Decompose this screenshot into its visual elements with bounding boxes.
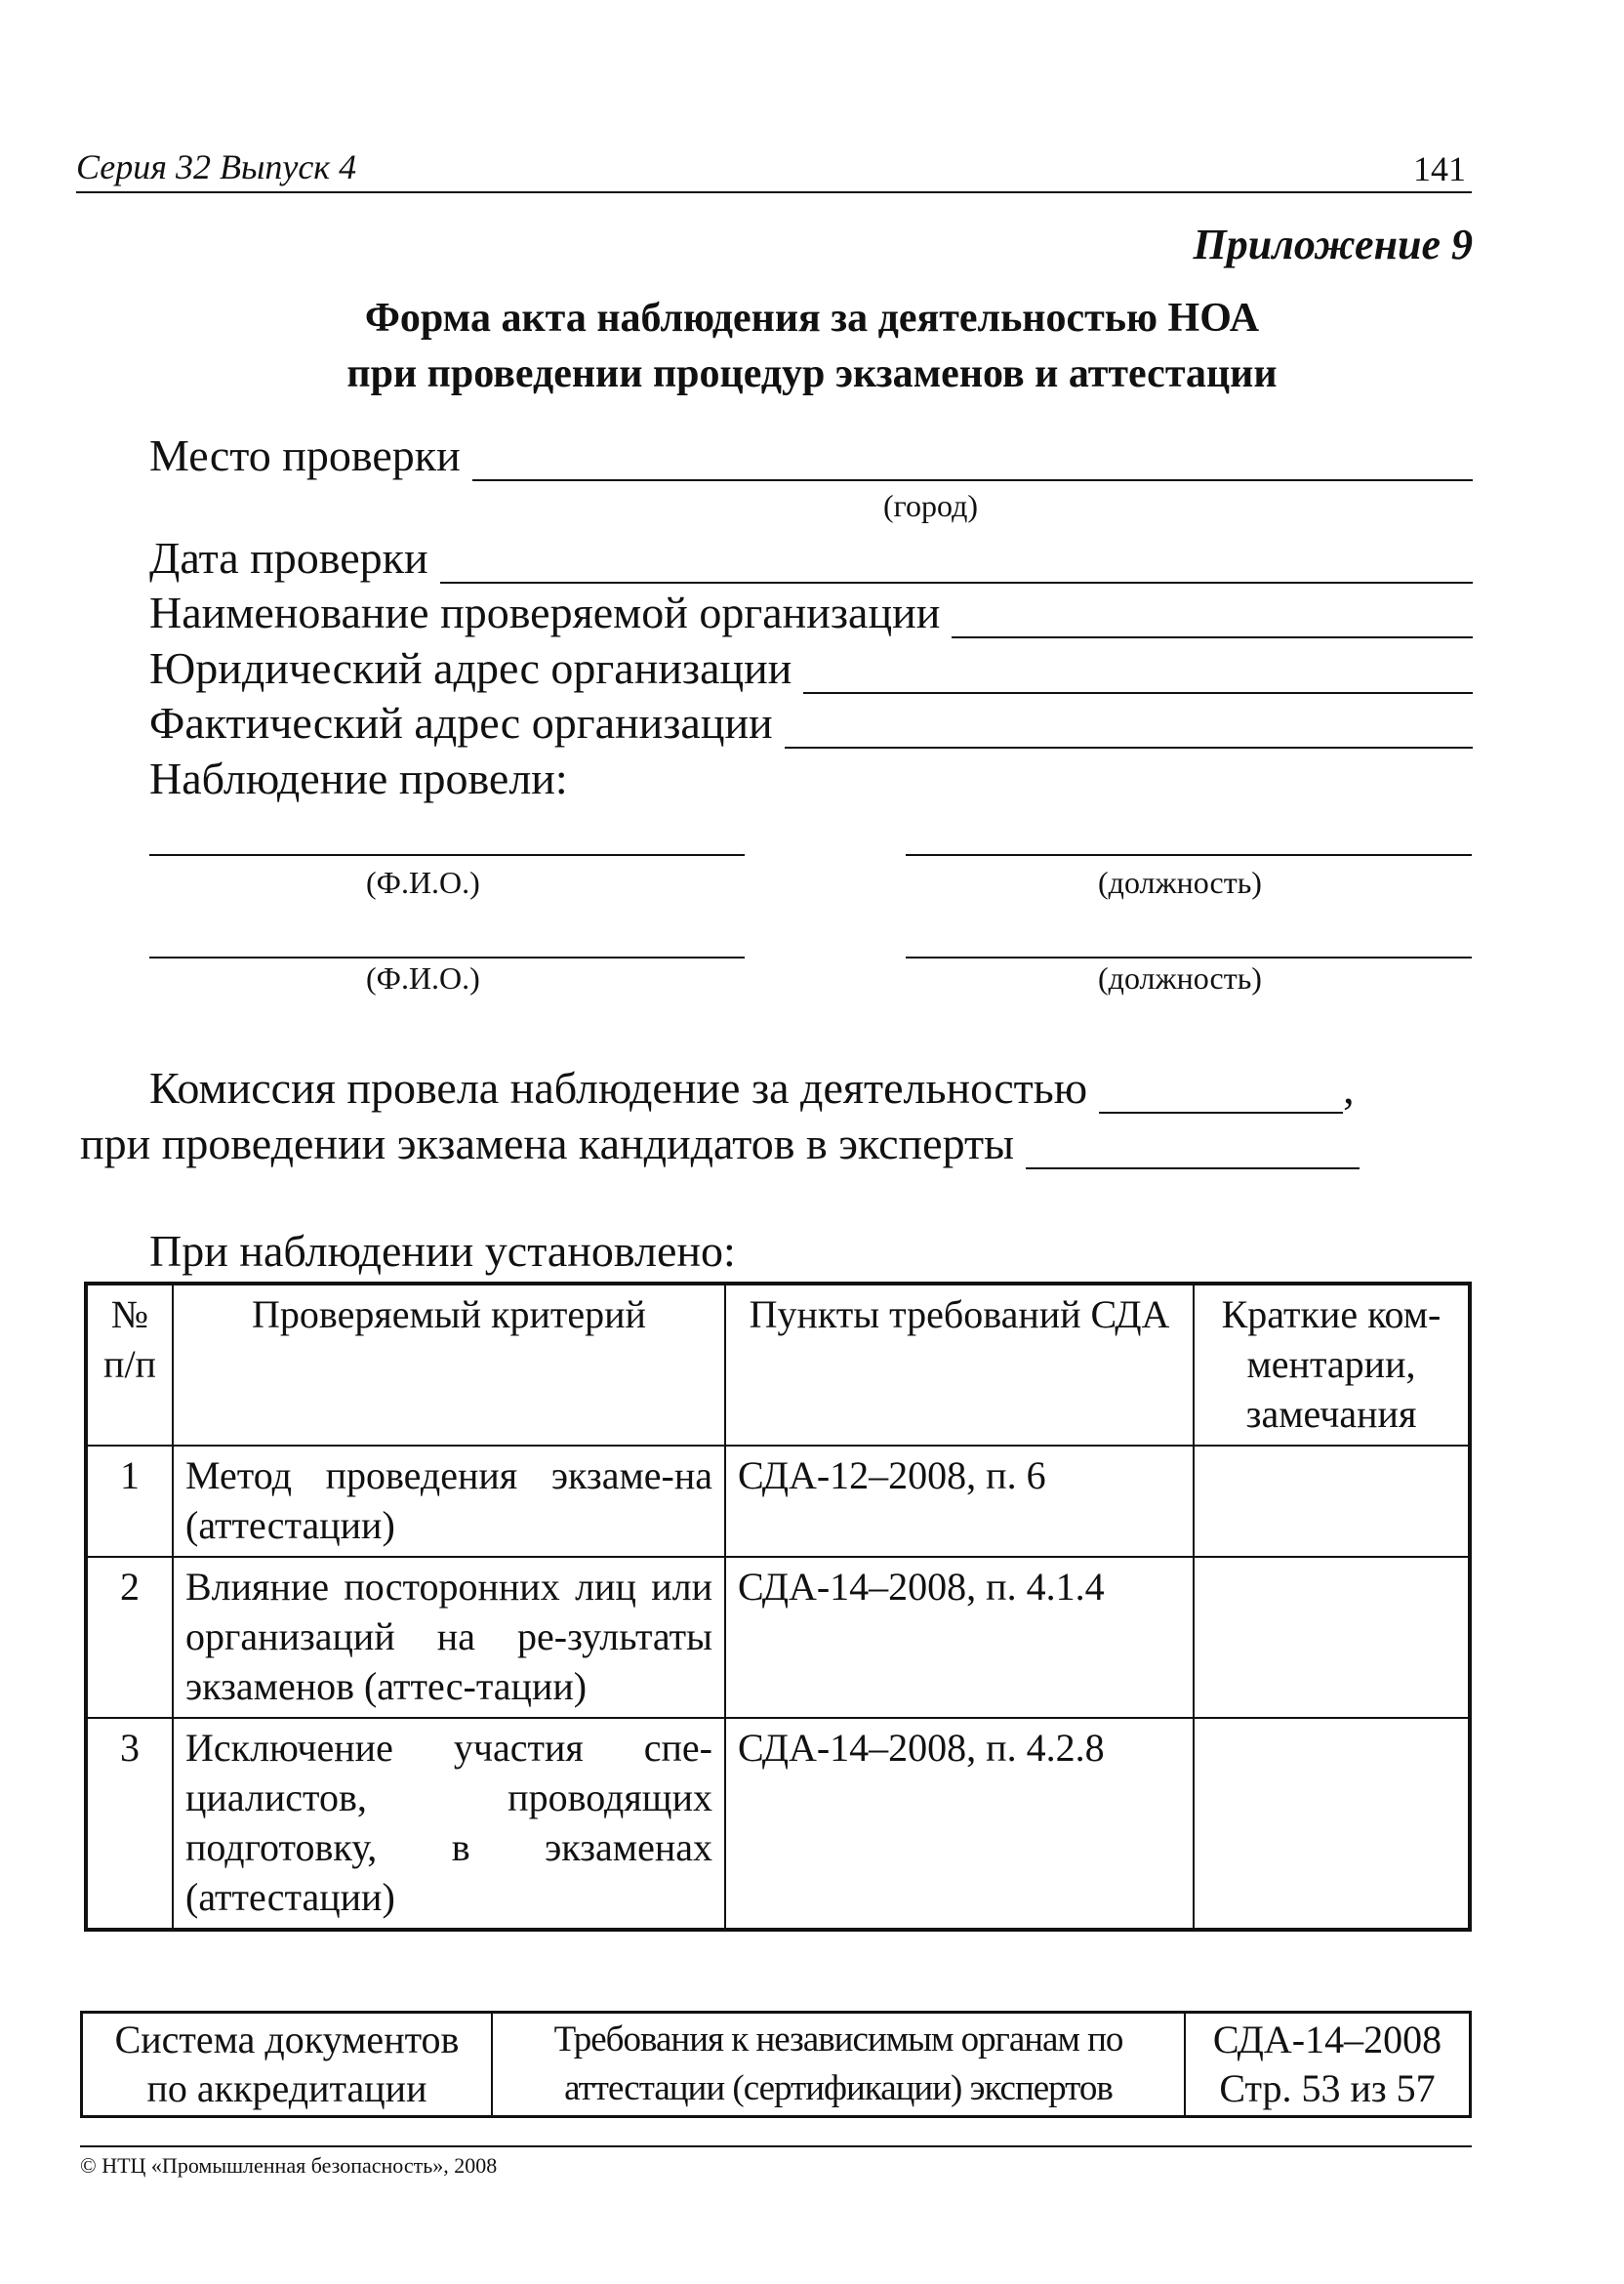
- org-name-label: Наименование проверяемой организации: [149, 588, 941, 637]
- footer-system-line-2: по аккредитации: [146, 2066, 427, 2110]
- commission-line-1: [149, 1062, 1355, 1114]
- running-header: [76, 146, 1472, 193]
- document-footer-table: [80, 2011, 1472, 2118]
- position-hint-1: (должность): [1098, 865, 1262, 900]
- position-line-1[interactable]: [906, 854, 1472, 856]
- footer-requirements-line-1: Требования к независимым органам по: [553, 2019, 1123, 2060]
- fio-hint-1: (Ф.И.О.): [366, 865, 480, 900]
- header-comments: Краткие ком-ментарии, замечания: [1194, 1284, 1470, 1446]
- footer-doc-code: СДА-14–2008: [1212, 2018, 1442, 2061]
- series-label: Серия 32 Выпуск 4: [76, 147, 357, 186]
- header-num: № п/п: [86, 1284, 173, 1446]
- table-row: [86, 1557, 1470, 1718]
- legal-address-field: [149, 642, 1473, 694]
- row-points: СДА-14–2008, п. 4.1.4: [725, 1557, 1194, 1718]
- copyright-notice: © НТЦ «Промышленная безопасность», 2008: [80, 2153, 498, 2178]
- actual-address-label: Фактический адрес организации: [149, 698, 773, 748]
- footer-system-line-1: Система документов: [114, 2018, 460, 2061]
- legal-address-blank[interactable]: [803, 663, 1473, 694]
- footer-requirements-line-2: аттестации (сертификации) экспертов: [564, 2068, 1113, 2108]
- fio-hint-2: (Ф.И.О.): [366, 960, 480, 996]
- place-blank[interactable]: [472, 450, 1473, 481]
- document-title: [0, 291, 1624, 402]
- commission-comma: ,: [1343, 1063, 1355, 1113]
- commission-line-2: [80, 1118, 1360, 1169]
- observers-label: Наблюдение провели:: [149, 754, 568, 803]
- place-hint: (город): [883, 488, 978, 523]
- position-hint-2: (должность): [1098, 960, 1262, 996]
- fio-line-1[interactable]: [149, 854, 745, 856]
- date-label: Дата проверки: [149, 533, 428, 583]
- row-comments[interactable]: [1194, 1446, 1470, 1557]
- actual-address-blank[interactable]: [785, 717, 1473, 749]
- findings-text: При наблюдении установлено:: [149, 1226, 736, 1276]
- commission-blank-1[interactable]: [1099, 1082, 1343, 1114]
- date-blank[interactable]: [440, 552, 1473, 584]
- commission-text-2: при проведении экзамена кандидатов в эксперты: [80, 1119, 1014, 1168]
- table-row: [86, 1446, 1470, 1557]
- row-comments[interactable]: [1194, 1718, 1470, 1930]
- row-num: 2: [86, 1557, 173, 1718]
- header-points: Пункты требований СДА: [725, 1284, 1194, 1446]
- row-criterion: Метод проведения экзаме-на (аттестации): [173, 1446, 725, 1557]
- footer-requirements-cell: [492, 2013, 1185, 2117]
- org-name-field: [149, 587, 1473, 638]
- row-num: 3: [86, 1718, 173, 1930]
- row-comments[interactable]: [1194, 1557, 1470, 1718]
- fio-line-2[interactable]: [149, 957, 745, 958]
- findings-label: [149, 1225, 736, 1277]
- row-criterion: Влияние посторонних лиц или организаций на ре-зультаты экзаменов (аттес-тации): [173, 1557, 725, 1718]
- title-line-1: Форма акта наблюдения за деятельностью НОА: [364, 296, 1260, 341]
- criteria-table: [84, 1282, 1472, 1932]
- date-field: [149, 532, 1473, 584]
- footer-divider: [80, 2145, 1472, 2147]
- row-points: СДА-14–2008, п. 4.2.8: [725, 1718, 1194, 1930]
- row-points: СДА-12–2008, п. 6: [725, 1446, 1194, 1557]
- appendix-label: Приложение 9: [1193, 221, 1473, 268]
- place-label: Место проверки: [149, 430, 461, 480]
- footer-doc-cell: [1185, 2013, 1471, 2117]
- actual-address-field: [149, 697, 1473, 749]
- row-criterion: Исключение участия спе-циалистов, проводящих подготовку, в экзаменах (аттестации): [173, 1718, 725, 1930]
- footer-row: [82, 2013, 1471, 2117]
- legal-address-label: Юридический адрес организации: [149, 643, 792, 693]
- table-row: [86, 1718, 1470, 1930]
- footer-page-info: Стр. 53 из 57: [1219, 2066, 1436, 2110]
- place-field: [149, 429, 1473, 481]
- footer-system-cell: [82, 2013, 493, 2117]
- position-line-2[interactable]: [906, 957, 1472, 958]
- org-name-blank[interactable]: [952, 607, 1473, 638]
- table-header-row: [86, 1284, 1470, 1446]
- title-line-2: при проведении процедур экзаменов и аттестации: [346, 351, 1278, 396]
- header-criterion: Проверяемый критерий: [173, 1284, 725, 1446]
- observers-field: [149, 753, 1473, 804]
- commission-text-1: Комиссия провела наблюдение за деятельностью: [149, 1063, 1088, 1113]
- commission-blank-2[interactable]: [1026, 1138, 1360, 1169]
- page-number: 141: [1413, 149, 1466, 188]
- row-num: 1: [86, 1446, 173, 1557]
